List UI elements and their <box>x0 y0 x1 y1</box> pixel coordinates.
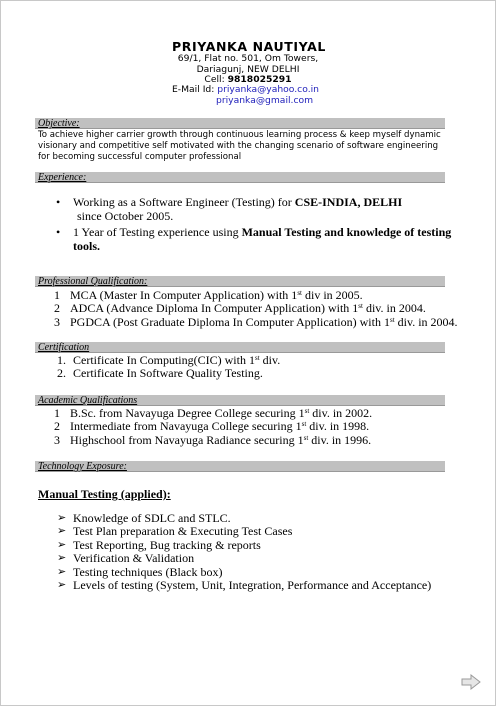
experience-list <box>56 196 466 256</box>
list-item: 1 MCA (Master In Computer Application) with 1st div in 2005. <box>54 288 363 302</box>
manual-testing-title: Manual Testing (applied): <box>38 487 171 501</box>
email-link-gmail[interactable]: priyanka@gmail.com <box>216 95 314 106</box>
list-item: 2 Intermediate from Navayuga College securing 1st div. in 1998. <box>54 419 370 434</box>
list-item: 2. Certificate In Software Quality Testing. <box>57 366 263 381</box>
professional-list <box>54 289 458 329</box>
employer-name: CSE-INDIA, DELHI <box>294 195 403 209</box>
section-professional-heading: Professional Qualification: <box>35 276 445 287</box>
section-objective-heading: Objective: <box>35 118 445 129</box>
address-line-1: 69/1, Flat no. 501, Om Towers, <box>177 53 319 64</box>
objective-text <box>38 130 458 162</box>
list-item: ➢ Verification & Validation <box>57 551 195 566</box>
cell-label: Cell: <box>204 74 225 86</box>
list-item: ➢ Knowledge of SDLC and STLC. <box>57 511 231 525</box>
academic-list <box>54 407 372 447</box>
section-experience-heading: Experience: <box>35 172 445 183</box>
bullet-icon: • <box>56 225 61 239</box>
list-item: 3 PGDCA (Post Graduate Diploma In Computer Application) with 1st div. in 2004. <box>54 314 458 329</box>
objective-line: visionary and competitive self motivated with the changing scenario of software engineering <box>38 140 439 151</box>
arrow-bullet-icon: ➢ <box>57 565 67 578</box>
next-arrow-icon[interactable] <box>461 674 481 690</box>
resume-header <box>1 39 495 86</box>
arrow-bullet-icon: ➢ <box>57 525 67 538</box>
section-certification-heading: Certification <box>35 342 445 353</box>
cell-number: 9818025291 <box>227 74 292 86</box>
list-item: 2 ADCA (Advance Diploma In Computer Application) with 1st div. in 2004. <box>54 301 426 316</box>
arrow-bullet-icon: ➢ <box>57 538 67 551</box>
arrow-bullet-icon: ➢ <box>57 552 67 565</box>
list-item: 1 B.Sc. from Navayuga Degree College securing 1st div. in 2002. <box>54 406 373 420</box>
list-item: ➢ Testing techniques (Black box) <box>57 564 223 579</box>
section-academic-heading: Academic Qualifications <box>35 395 445 406</box>
bullet-icon: • <box>56 195 61 209</box>
email-line-2 <box>216 95 313 106</box>
address-line-2: Dariagunj, NEW DELHI <box>196 63 300 75</box>
arrow-bullet-icon: ➢ <box>57 512 67 524</box>
candidate-name: PRIYANKA NAUTIYAL <box>172 39 326 54</box>
list-item: 3 Highschool from Navayuga Radiance securing 1st div. in 1996. <box>54 432 372 447</box>
list-item: ➢ Levels of testing (System, Unit, Integration, Performance and Acceptance) <box>57 578 432 593</box>
certification-list <box>57 354 280 381</box>
objective-line: for becoming successful computer professional <box>38 151 242 162</box>
section-technology-heading: Technology Exposure: <box>35 461 445 472</box>
experience-item: • Working as a Software Engineer (Testing) for CSE-INDIA, DELHI since October 2005. <box>56 195 403 223</box>
list-item: 1. Certificate In Computing(CIC) with 1st div. <box>57 353 281 367</box>
objective-line: To achieve higher carrier growth through continuous learning process & keep myself dynamic <box>38 130 441 140</box>
manual-testing-list <box>57 512 431 592</box>
arrow-bullet-icon: ➢ <box>57 579 67 592</box>
email-label: E-Mail Id: <box>172 84 215 95</box>
email-link-yahoo[interactable]: priyanka@yahoo.co.in <box>217 84 319 95</box>
testing-skills: Manual Testing and knowledge of testing tools. <box>73 225 452 253</box>
email-line-1 <box>172 84 319 95</box>
list-item: ➢ Test Plan preparation & Executing Test Cases <box>57 524 293 539</box>
list-item: ➢ Test Reporting, Bug tracking & reports <box>57 537 261 552</box>
experience-item: • 1 Year of Testing experience using Manual Testing and knowledge of testing tools. <box>56 225 452 253</box>
